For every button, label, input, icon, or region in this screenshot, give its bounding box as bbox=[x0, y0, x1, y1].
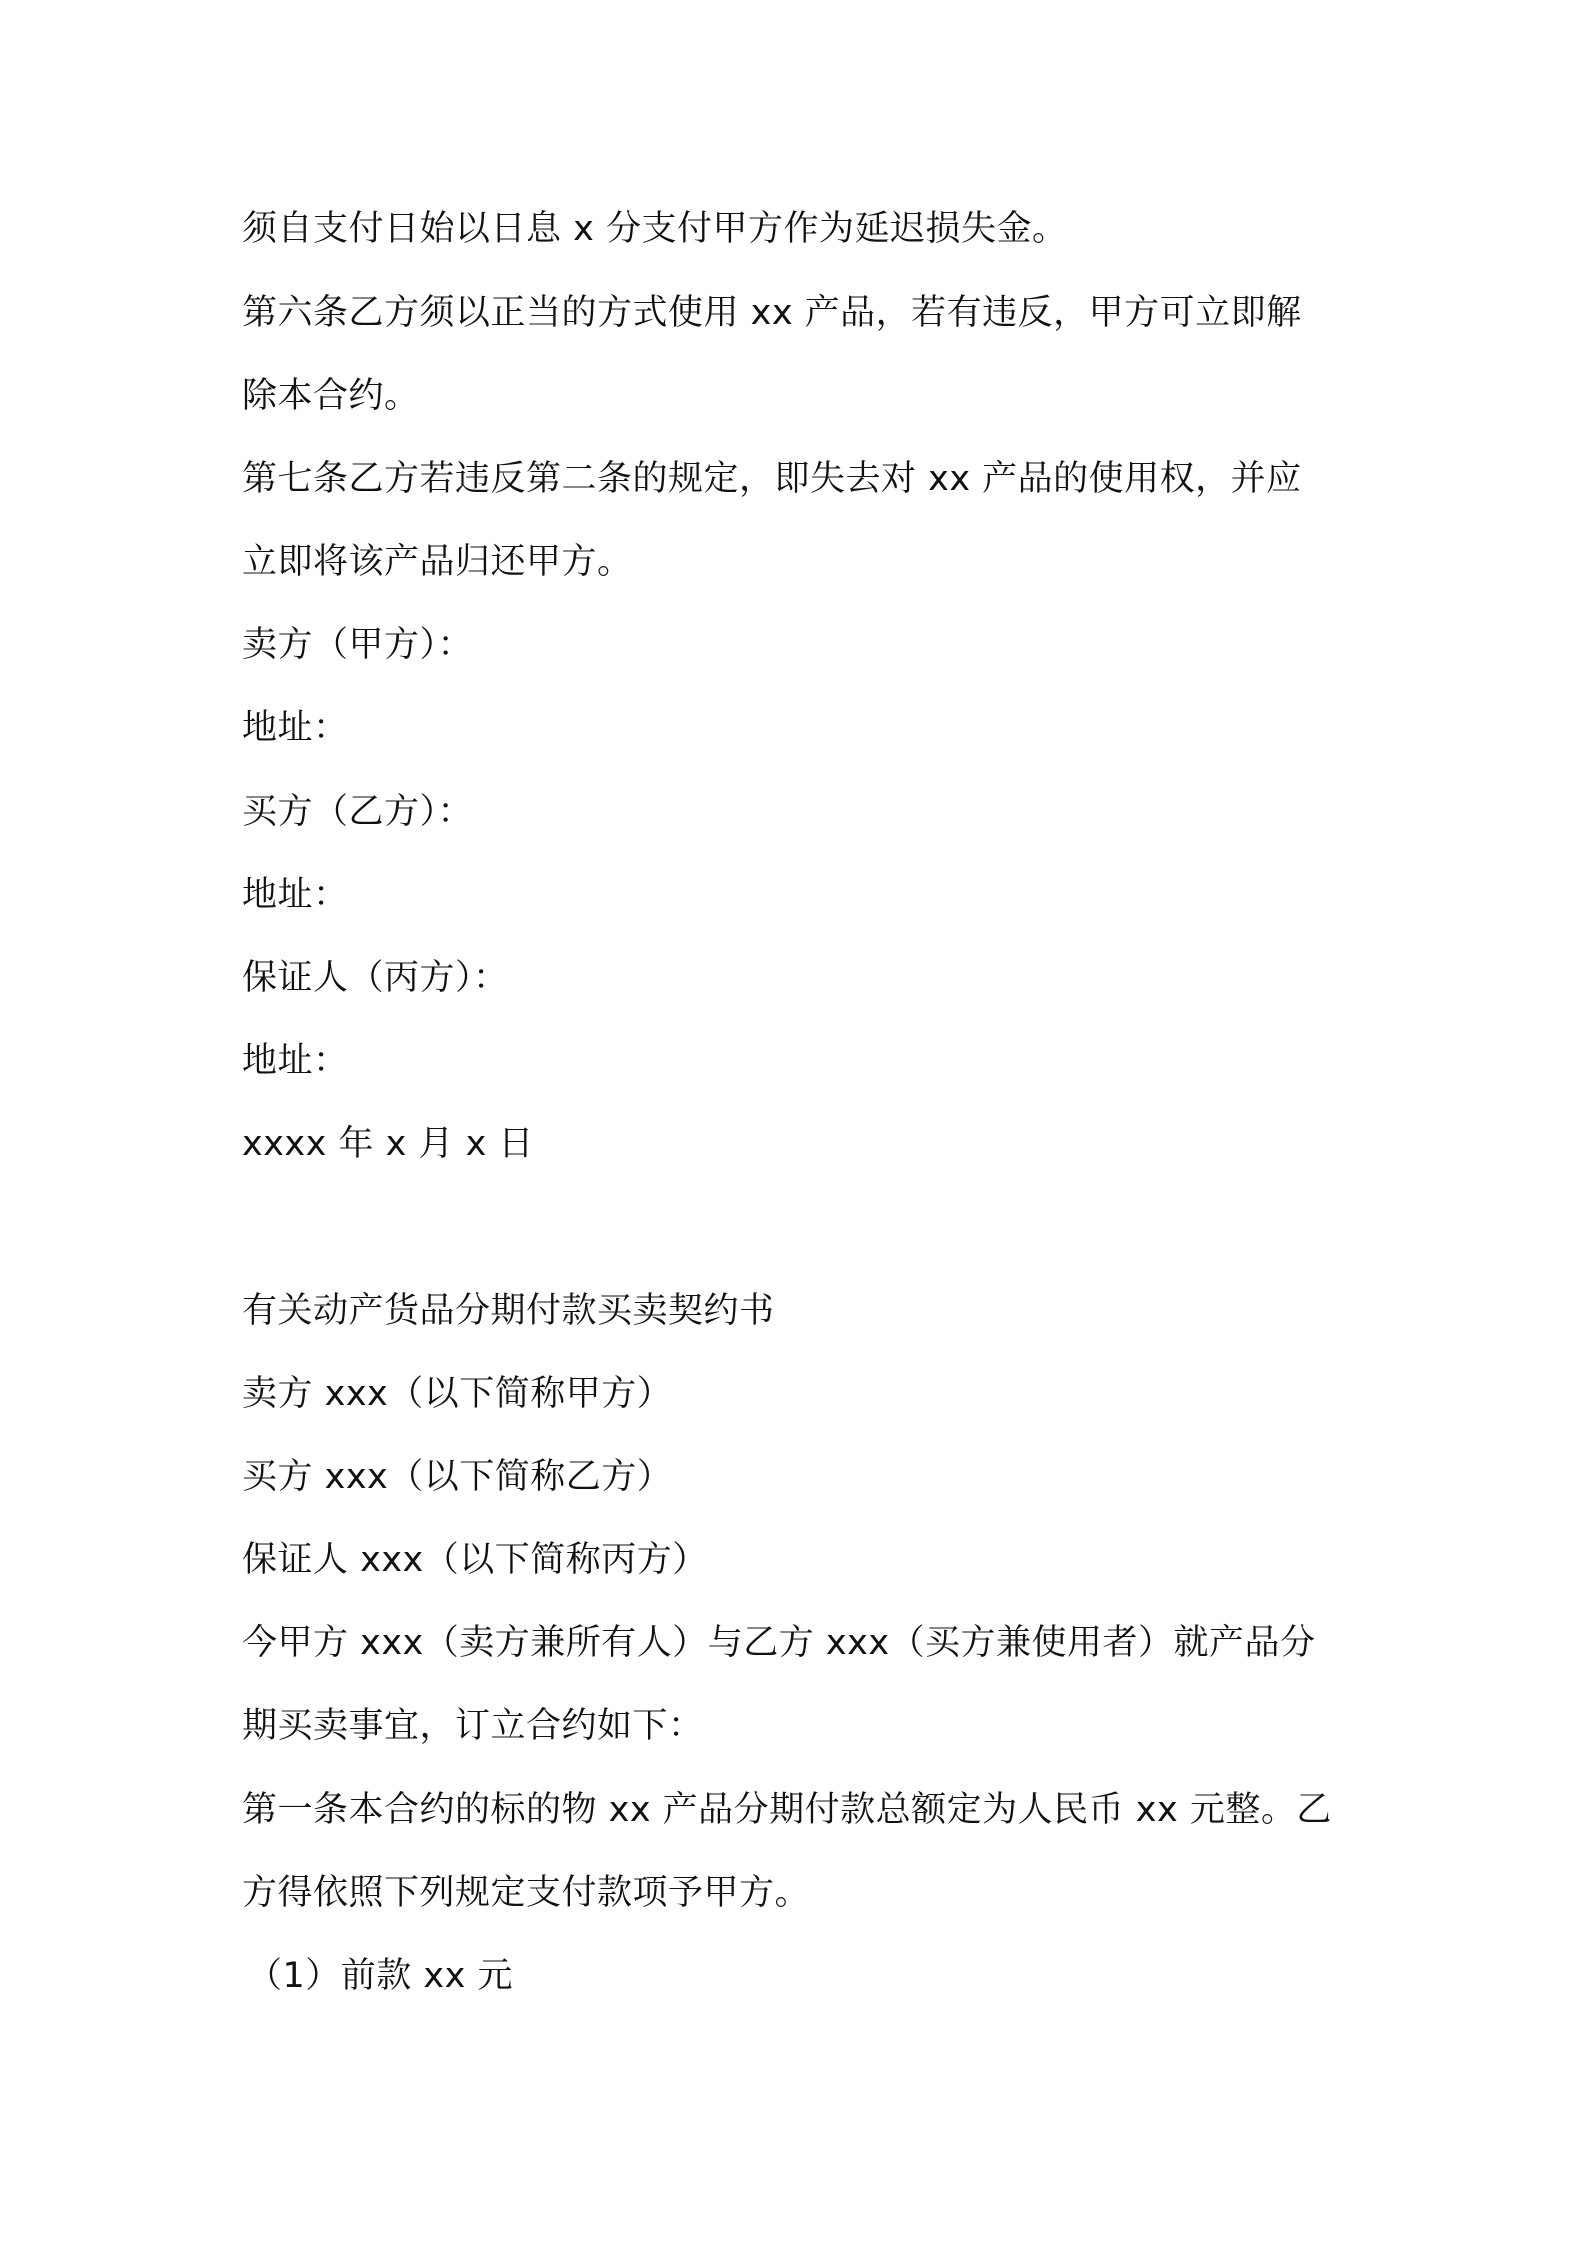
text-line-seller-label: 卖方（甲方）： bbox=[242, 625, 474, 665]
text-line-article-7: 第七条乙方若违反第二条的规定，即失去对 xx 产品的使用权，并应 bbox=[242, 459, 1302, 499]
text-line-preamble: 今甲方 xxx（卖方兼所有人）与乙方 xxx（买方兼使用者）就产品分 bbox=[242, 1623, 1316, 1663]
text-line-buyer: 买方 xxx（以下简称乙方） bbox=[242, 1457, 673, 1497]
document-page bbox=[242, 0, 1362, 2244]
document-title: 有关动产货品分期付款买卖契约书 bbox=[242, 1291, 775, 1331]
text-line-article-7-cont: 立即将该产品归还甲方。 bbox=[242, 542, 633, 582]
text-line-guarantor: 保证人 xxx（以下简称丙方） bbox=[242, 1540, 708, 1580]
text-line-item-1: （1）前款 xx 元 bbox=[247, 1956, 513, 1996]
text-line-seller-address: 地址： bbox=[242, 708, 349, 748]
text-line-delay-penalty: 须自支付日始以日息 x 分支付甲方作为延迟损失金。 bbox=[242, 209, 1068, 249]
text-line-article-1: 第一条本合约的标的物 xx 产品分期付款总额定为人民币 xx 元整。乙 bbox=[242, 1790, 1332, 1830]
text-line-buyer-address: 地址： bbox=[242, 875, 349, 915]
text-line-seller: 卖方 xxx（以下简称甲方） bbox=[242, 1374, 673, 1414]
text-line-article-1-cont: 方得依照下列规定支付款项予甲方。 bbox=[242, 1873, 811, 1913]
text-line-buyer-label: 买方（乙方）： bbox=[242, 792, 474, 832]
text-line-guarantor-label: 保证人（丙方）： bbox=[242, 958, 509, 998]
text-line-guarantor-address: 地址： bbox=[242, 1041, 349, 1081]
text-line-date: xxxx 年 x 月 x 日 bbox=[242, 1124, 534, 1164]
text-line-article-6-cont: 除本合约。 bbox=[242, 376, 420, 416]
text-line-article-6: 第六条乙方须以正当的方式使用 xx 产品，若有违反，甲方可立即解 bbox=[242, 293, 1302, 333]
text-line-preamble-cont: 期买卖事宜，订立合约如下： bbox=[242, 1706, 704, 1746]
